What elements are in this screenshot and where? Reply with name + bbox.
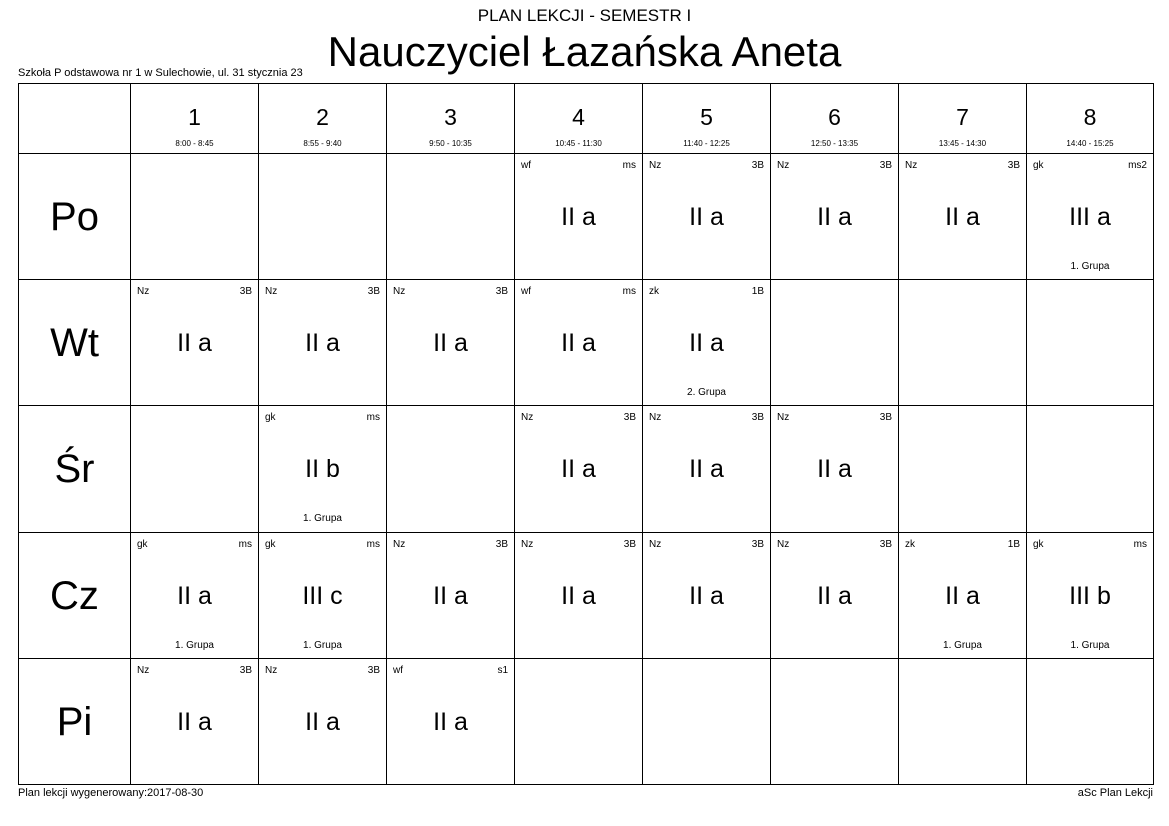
lesson-room: 3B bbox=[495, 538, 508, 550]
empty-cell bbox=[643, 658, 771, 784]
lesson-class: II a bbox=[945, 203, 980, 232]
lesson-cell bbox=[1027, 532, 1154, 658]
lesson-group: 1. Grupa bbox=[303, 639, 342, 651]
lesson-group: 1. Grupa bbox=[303, 513, 342, 525]
period-header-cell bbox=[131, 84, 259, 154]
lesson-subject: wf bbox=[521, 286, 531, 298]
lesson-subject: Nz bbox=[777, 160, 790, 172]
lesson-room: 3B bbox=[751, 538, 764, 550]
lesson-room: 3B bbox=[239, 664, 252, 676]
empty-cell bbox=[899, 280, 1027, 406]
lesson-cell bbox=[387, 532, 515, 658]
lesson-room: 3B bbox=[623, 412, 636, 424]
empty-cell bbox=[387, 406, 515, 532]
day-label: Wt bbox=[50, 321, 99, 366]
day-row bbox=[19, 280, 1154, 406]
lesson-room: 3B bbox=[367, 664, 380, 676]
lesson-subject: gk bbox=[137, 538, 148, 550]
lesson-cell bbox=[643, 532, 771, 658]
lesson-cell bbox=[515, 406, 643, 532]
period-time: 11:40 - 12:25 bbox=[683, 139, 730, 148]
period-header-cell bbox=[387, 84, 515, 154]
lesson-cell bbox=[771, 532, 899, 658]
day-label: Po bbox=[50, 195, 99, 240]
period-number: 7 bbox=[956, 104, 969, 130]
lesson-subject: gk bbox=[1033, 160, 1044, 172]
lesson-cell bbox=[387, 280, 515, 406]
day-label-cell bbox=[19, 406, 131, 532]
lesson-class: II a bbox=[433, 329, 468, 358]
lesson-group: 1. Grupa bbox=[1070, 261, 1110, 273]
corner-cell bbox=[19, 84, 131, 154]
lesson-room: s1 bbox=[497, 664, 508, 676]
lesson-subject: zk bbox=[649, 286, 659, 298]
period-number: 5 bbox=[700, 104, 713, 130]
lesson-class: II b bbox=[305, 455, 340, 484]
lesson-room: 3B bbox=[495, 286, 508, 298]
lesson-subject: Nz bbox=[649, 160, 662, 172]
lesson-class: II a bbox=[561, 329, 596, 358]
lesson-cell bbox=[131, 532, 259, 658]
lesson-class: II a bbox=[689, 203, 724, 232]
lesson-room: 1B bbox=[751, 286, 764, 298]
lesson-class: II a bbox=[561, 581, 596, 610]
day-row bbox=[19, 532, 1154, 658]
day-label: Śr bbox=[54, 447, 95, 492]
lesson-room: ms bbox=[1133, 538, 1147, 550]
lesson-cell bbox=[259, 658, 387, 784]
lesson-class: III c bbox=[302, 581, 343, 610]
lesson-cell bbox=[131, 658, 259, 784]
lesson-subject: zk bbox=[905, 538, 915, 550]
lesson-cell bbox=[515, 532, 643, 658]
period-time: 8:55 - 9:40 bbox=[303, 139, 342, 148]
period-header-cell bbox=[1027, 84, 1154, 154]
lesson-class: II a bbox=[817, 203, 852, 232]
period-time: 14:40 - 15:25 bbox=[1066, 139, 1114, 148]
period-time: 10:45 - 11:30 bbox=[555, 139, 602, 148]
lesson-class: II a bbox=[305, 329, 340, 358]
lesson-room: 3B bbox=[879, 412, 892, 424]
lesson-class: II a bbox=[177, 707, 212, 736]
lesson-room: ms bbox=[622, 160, 636, 172]
day-label: Pi bbox=[56, 699, 93, 744]
lesson-room: 3B bbox=[751, 412, 764, 424]
period-header-cell bbox=[643, 84, 771, 154]
lesson-cell bbox=[899, 154, 1027, 280]
document-subtitle: PLAN LEKCJI - SEMESTR I bbox=[477, 6, 692, 25]
timetable-grid bbox=[18, 83, 1154, 785]
lesson-cell bbox=[259, 406, 387, 532]
lesson-group: 2. Grupa bbox=[687, 387, 726, 399]
lesson-subject: wf bbox=[393, 664, 403, 676]
empty-cell bbox=[771, 658, 899, 784]
period-time: 13:45 - 14:30 bbox=[938, 139, 987, 148]
lesson-subject: Nz bbox=[649, 412, 662, 424]
lesson-class: II a bbox=[177, 581, 212, 610]
lesson-subject: Nz bbox=[393, 286, 406, 298]
lesson-cell bbox=[259, 280, 387, 406]
lesson-subject: Nz bbox=[649, 538, 662, 550]
period-header-cell bbox=[259, 84, 387, 154]
period-number: 4 bbox=[572, 104, 585, 130]
lesson-room: 1B bbox=[1007, 538, 1020, 550]
lesson-room: ms2 bbox=[1128, 160, 1147, 172]
period-header-cell bbox=[899, 84, 1027, 154]
empty-cell bbox=[899, 658, 1027, 784]
lesson-room: 3B bbox=[239, 286, 252, 298]
lesson-subject: Nz bbox=[137, 664, 150, 676]
lesson-room: ms bbox=[366, 412, 380, 424]
lesson-subject: Nz bbox=[393, 538, 406, 550]
lesson-subject: Nz bbox=[777, 412, 790, 424]
day-label-cell bbox=[19, 154, 131, 280]
lesson-subject: Nz bbox=[521, 538, 534, 550]
empty-cell bbox=[1027, 658, 1154, 784]
lesson-class: II a bbox=[689, 329, 724, 358]
lesson-cell bbox=[1027, 154, 1154, 280]
page-title: Nauczyciel Łazańska Aneta bbox=[327, 28, 842, 75]
lesson-subject: Nz bbox=[777, 538, 790, 550]
lesson-class: II a bbox=[817, 581, 852, 610]
lesson-class: II a bbox=[817, 455, 852, 484]
lesson-room: 3B bbox=[623, 538, 636, 550]
lesson-subject: gk bbox=[265, 412, 276, 424]
lesson-cell bbox=[515, 154, 643, 280]
lesson-class: II a bbox=[689, 455, 724, 484]
lesson-cell bbox=[515, 280, 643, 406]
lesson-subject: Nz bbox=[905, 160, 918, 172]
lesson-class: II a bbox=[561, 455, 596, 484]
lesson-subject: Nz bbox=[265, 286, 278, 298]
lesson-class: II a bbox=[305, 707, 340, 736]
lesson-room: ms bbox=[622, 286, 636, 298]
day-label-cell bbox=[19, 532, 131, 658]
day-label: Cz bbox=[50, 573, 99, 618]
day-row bbox=[19, 154, 1154, 280]
day-label-cell bbox=[19, 658, 131, 784]
lesson-room: ms bbox=[366, 538, 380, 550]
day-row bbox=[19, 406, 1154, 532]
lesson-class: II a bbox=[561, 203, 596, 232]
lesson-cell bbox=[387, 658, 515, 784]
lesson-subject: wf bbox=[521, 160, 531, 172]
lesson-class: II a bbox=[177, 329, 212, 358]
lesson-room: 3B bbox=[367, 286, 380, 298]
empty-cell bbox=[1027, 406, 1154, 532]
lesson-room: 3B bbox=[1007, 160, 1020, 172]
lesson-group: 1. Grupa bbox=[175, 639, 214, 651]
generated-date: Plan lekcji wygenerowany:2017-08-30 bbox=[18, 787, 204, 799]
lesson-subject: gk bbox=[265, 538, 276, 550]
empty-cell bbox=[899, 406, 1027, 532]
footer-brand: aSc Plan Lekcji bbox=[1077, 787, 1153, 799]
empty-cell bbox=[387, 154, 515, 280]
school-name: Szkoła P odstawowa nr 1 w Sulechowie, ul. 31 stycznia 23 bbox=[18, 67, 303, 79]
lesson-cell bbox=[643, 280, 771, 406]
empty-cell bbox=[259, 154, 387, 280]
lesson-class: III a bbox=[1069, 203, 1111, 232]
lesson-subject: Nz bbox=[521, 412, 534, 424]
period-header-row bbox=[19, 84, 1154, 154]
empty-cell bbox=[131, 154, 259, 280]
period-time: 8:00 - 8:45 bbox=[175, 139, 214, 148]
lesson-subject: Nz bbox=[137, 286, 150, 298]
lesson-subject: Nz bbox=[265, 664, 278, 676]
empty-cell bbox=[1027, 280, 1154, 406]
lesson-cell bbox=[899, 532, 1027, 658]
period-header-cell bbox=[771, 84, 899, 154]
empty-cell bbox=[131, 406, 259, 532]
empty-cell bbox=[771, 280, 899, 406]
lesson-class: III b bbox=[1069, 581, 1111, 610]
lesson-cell bbox=[259, 532, 387, 658]
lesson-group: 1. Grupa bbox=[1070, 639, 1110, 651]
lesson-room: ms bbox=[238, 538, 252, 550]
period-number: 6 bbox=[828, 104, 841, 130]
lesson-room: 3B bbox=[879, 160, 892, 172]
lesson-cell bbox=[131, 280, 259, 406]
lesson-cell bbox=[643, 154, 771, 280]
lesson-class: II a bbox=[945, 581, 980, 610]
lesson-room: 3B bbox=[751, 160, 764, 172]
period-number: 1 bbox=[188, 104, 201, 130]
period-header-cell bbox=[515, 84, 643, 154]
period-time: 12:50 - 13:35 bbox=[810, 139, 859, 148]
lesson-class: II a bbox=[433, 707, 468, 736]
empty-cell bbox=[515, 658, 643, 784]
lesson-cell bbox=[771, 154, 899, 280]
period-time: 9:50 - 10:35 bbox=[429, 139, 472, 148]
lesson-cell bbox=[771, 406, 899, 532]
day-label-cell bbox=[19, 280, 131, 406]
period-number: 3 bbox=[444, 104, 457, 130]
lesson-subject: gk bbox=[1033, 538, 1044, 550]
lesson-cell bbox=[643, 406, 771, 532]
period-number: 2 bbox=[316, 104, 329, 130]
day-row bbox=[19, 658, 1154, 784]
lesson-class: II a bbox=[433, 581, 468, 610]
lesson-class: II a bbox=[689, 581, 724, 610]
period-number: 8 bbox=[1083, 104, 1097, 130]
lesson-group: 1. Grupa bbox=[943, 639, 982, 651]
lesson-room: 3B bbox=[879, 538, 892, 550]
